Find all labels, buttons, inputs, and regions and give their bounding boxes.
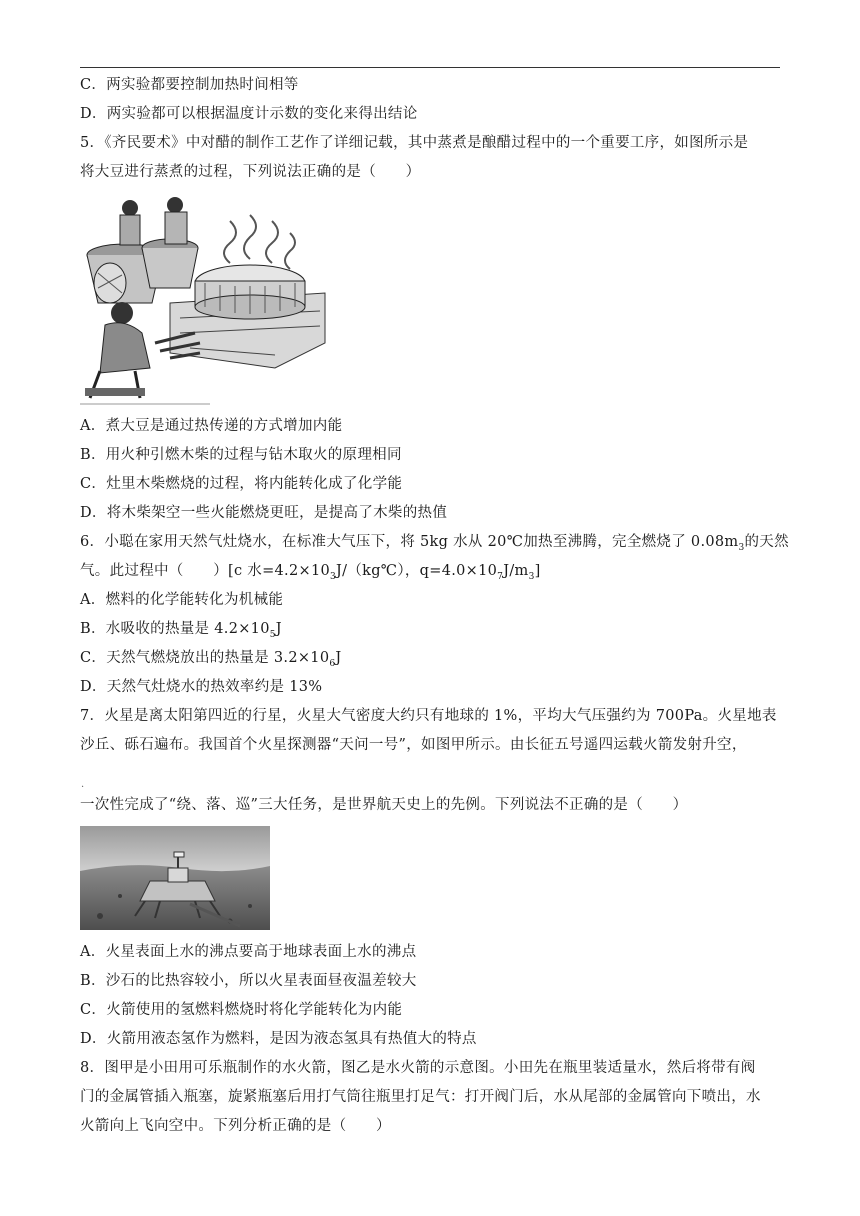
q4-option-d: D．两实验都可以根据温度计示数的变化来得出结论 (80, 106, 418, 122)
q8-stem-line1: 8．图甲是小田用可乐瓶制作的水火箭，图乙是水火箭的示意图。小田先在瓶里装适量水，然后将带有阀 (80, 1060, 756, 1076)
q5-stem-line1: 5．《齐民要术》中对醋的制作工艺作了详细记载，其中蒸煮是酿醋过程中的一个重要工序，如图所示是 (80, 135, 749, 151)
q4-option-c: C．两实验都要控制加热时间相等 (80, 77, 299, 93)
q6-option-b: B．水吸收的热量是 $4.2\times 10_5J$ (80, 621, 282, 640)
q8-stem-line3: 火箭向上飞向空中。下列分析正确的是（ ） (80, 1118, 391, 1134)
q5-option-b: B．用火种引燃木柴的过程与钻木取火的原理相同 (80, 447, 402, 463)
q7-stem-line1: 7．火星是离太阳第四近的行星，火星大气密度大约只有地球的 1%，平均大气压强约为 700Pa。火星地表 (80, 708, 777, 724)
q7-stem-line2: 沙丘、砾石遍布。我国首个火星探测器“天问一号”，如图甲所示。由长征五号遥四运载火箭发射升空， (80, 737, 747, 753)
mars-rover-photo (80, 826, 270, 930)
q5-option-a: A．煮大豆是通过热传递的方式增加内能 (80, 418, 343, 434)
q7-option-d: D．火箭用液态氢作为燃料，是因为液态氢具有热值大的特点 (80, 1031, 477, 1047)
stray-mark: · (81, 782, 85, 793)
q7-option-c: C．火箭使用的氢燃料燃烧时将化学能转化为内能 (80, 1002, 403, 1018)
q5-stem-line2: 将大豆进行蒸煮的过程，下列说法正确的是（ ） (80, 164, 421, 180)
q6-option-d: D．天然气灶烧水的热效率约是 13% (80, 679, 323, 695)
q5-option-c: C．灶里木柴燃烧的过程，将内能转化成了化学能 (80, 476, 403, 492)
q7-stem-line3: 一次性完成了“绕、落、巡”三大任务，是世界航天史上的先例。下列说法不正确的是（ ） (80, 797, 688, 813)
q6-option-a: A．燃料的化学能转化为机械能 (80, 592, 284, 608)
q6-stem-line2: 气。此过程中（ ）[c 水$=4.2\times 10_3J/(kg℃)$，$q=4.0\times 10_7J/m_3$] (80, 563, 541, 582)
header-rule (80, 67, 780, 68)
q7-option-a: A．火星表面上水的沸点要高于地球表面上水的沸点 (80, 944, 417, 960)
q6-stem-line1: 6．小聪在家用天然气灶烧水，在标准大气压下，将 5kg 水从 20℃加热至沸腾，完全燃烧了 $0.08m_3$的天然 (80, 534, 789, 553)
q6-option-c: C．天然气燃烧放出的热量是 $3.2\times 10_6J$ (80, 650, 342, 669)
q7-option-b: B．沙石的比热容较小，所以火星表面昼夜温差较大 (80, 973, 417, 989)
q8-stem-line2: 门的金属管插入瓶塞，旋紧瓶塞后用打气筒往瓶里打足气：打开阀门后，水从尾部的金属管向下喷出，水 (80, 1089, 761, 1105)
q5-option-d: D．将木柴架空一些火能燃烧更旺，是提高了木柴的热值 (80, 505, 448, 521)
steaming-soybeans-illustration (80, 193, 330, 405)
